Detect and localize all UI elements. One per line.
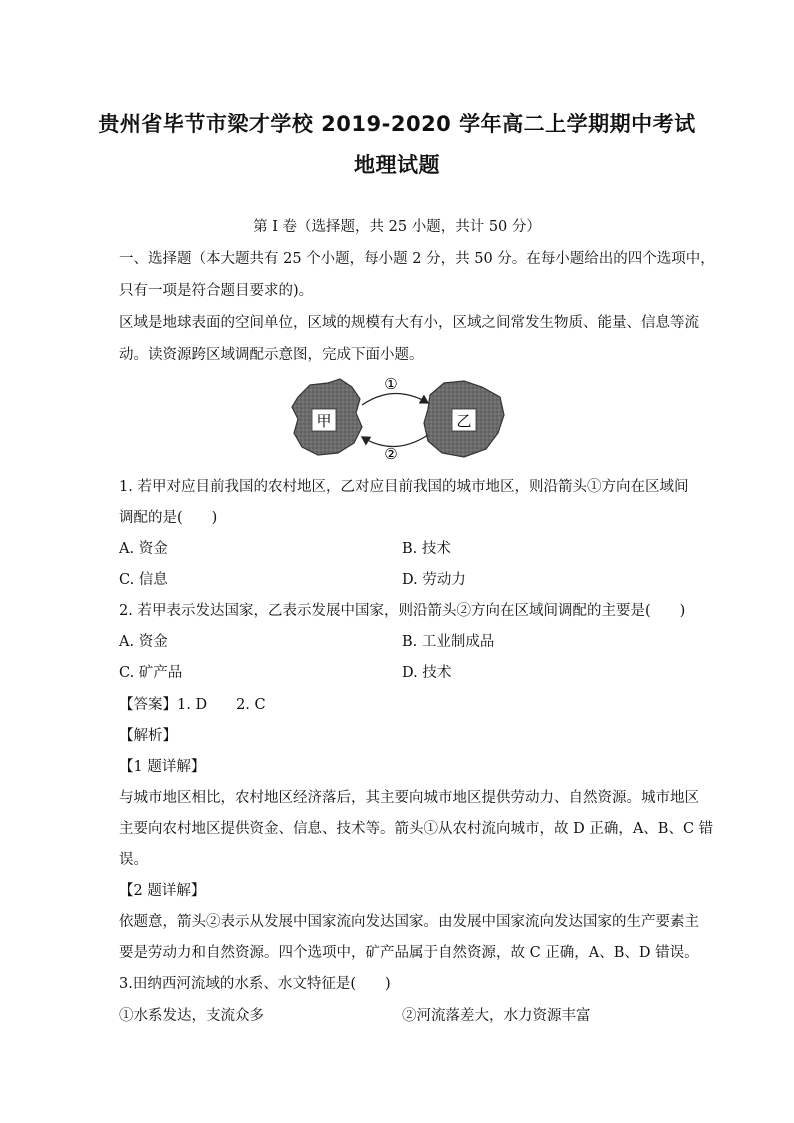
answer-line: 【答案】1. D 2. C: [119, 697, 266, 713]
analysis-label: 【解析】: [119, 728, 177, 744]
question-3-stem: 3.田纳西河流域的水系、水文特征是( ): [119, 976, 391, 992]
arrow-1-label: ①: [384, 375, 398, 393]
resource-flow-diagram: [288, 375, 508, 465]
question-2-analysis-heading: 【2 题详解】: [119, 883, 206, 899]
question-1-analysis-line2: 主要向农村地区提供资金、信息、技术等。箭头①从农村流向城市，故 D 正确，A、B、C 错: [119, 821, 714, 837]
question-2-analysis-line2: 要是劳动力和自然资源。四个选项中，矿产品属于自然资源，故 C 正确，A、B、D 错误。: [119, 945, 699, 961]
instructions-line2: 只有一项是符合题目要求的)。: [119, 283, 314, 299]
arrow-2-label: ②: [384, 445, 398, 463]
arrow-1-icon: [362, 393, 428, 405]
region-a-label: 甲: [316, 412, 332, 430]
intro-line2: 动。读资源跨区域调配示意图，完成下面小题。: [119, 347, 424, 363]
question-1-option-c: C. 信息: [119, 572, 168, 588]
question-3-option-2: ②河流落差大，水力资源丰富: [402, 1008, 591, 1024]
question-1-analysis-line1: 与城市地区相比，农村地区经济落后，其主要向城市地区提供劳动力、自然资源。城市地区: [119, 790, 699, 806]
document-title-line2: 地理试题: [354, 153, 440, 177]
question-1-analysis-line3: 误。: [119, 852, 148, 868]
question-2-option-b: B. 工业制成品: [402, 634, 495, 650]
instructions-line1: 一、选择题（本大题共有 25 个小题，每小题 2 分，共 50 分。在每小题给出的四个选项中，: [119, 251, 715, 267]
document-title-line1: 贵州省毕节市梁才学校 2019-2020 学年高二上学期期中考试: [98, 112, 696, 136]
question-2-option-a: A. 资金: [119, 634, 168, 650]
question-1-analysis-heading: 【1 题详解】: [119, 759, 206, 775]
question-2-analysis-line1: 依题意，箭头②表示从发展中国家流向发达国家。由发展中国家流向发达国家的生产要素主: [119, 914, 699, 930]
question-1-stem-line2: 调配的是( ): [119, 510, 218, 526]
question-3-option-1: ①水系发达，支流众多: [119, 1008, 264, 1024]
intro-line1: 区域是地球表面的空间单位，区域的规模有大有小，区域之间常发生物质、能量、信息等流: [119, 315, 699, 331]
section-heading: 第 I 卷（选择题，共 25 小题，共计 50 分）: [253, 219, 541, 235]
question-1-stem-line1: 1. 若甲对应目前我国的农村地区，乙对应目前我国的城市地区，则沿箭头①方向在区域间: [119, 479, 689, 495]
question-2-option-c: C. 矿产品: [119, 665, 183, 681]
question-1-option-b: B. 技术: [402, 541, 451, 557]
question-2-option-d: D. 技术: [402, 665, 452, 681]
region-b-label: 乙: [456, 412, 472, 430]
question-1-option-a: A. 资金: [119, 541, 168, 557]
question-1-option-d: D. 劳动力: [402, 572, 466, 588]
question-2-stem: 2. 若甲表示发达国家，乙表示发展中国家，则沿箭头②方向在区域间调配的主要是( ): [119, 603, 686, 619]
